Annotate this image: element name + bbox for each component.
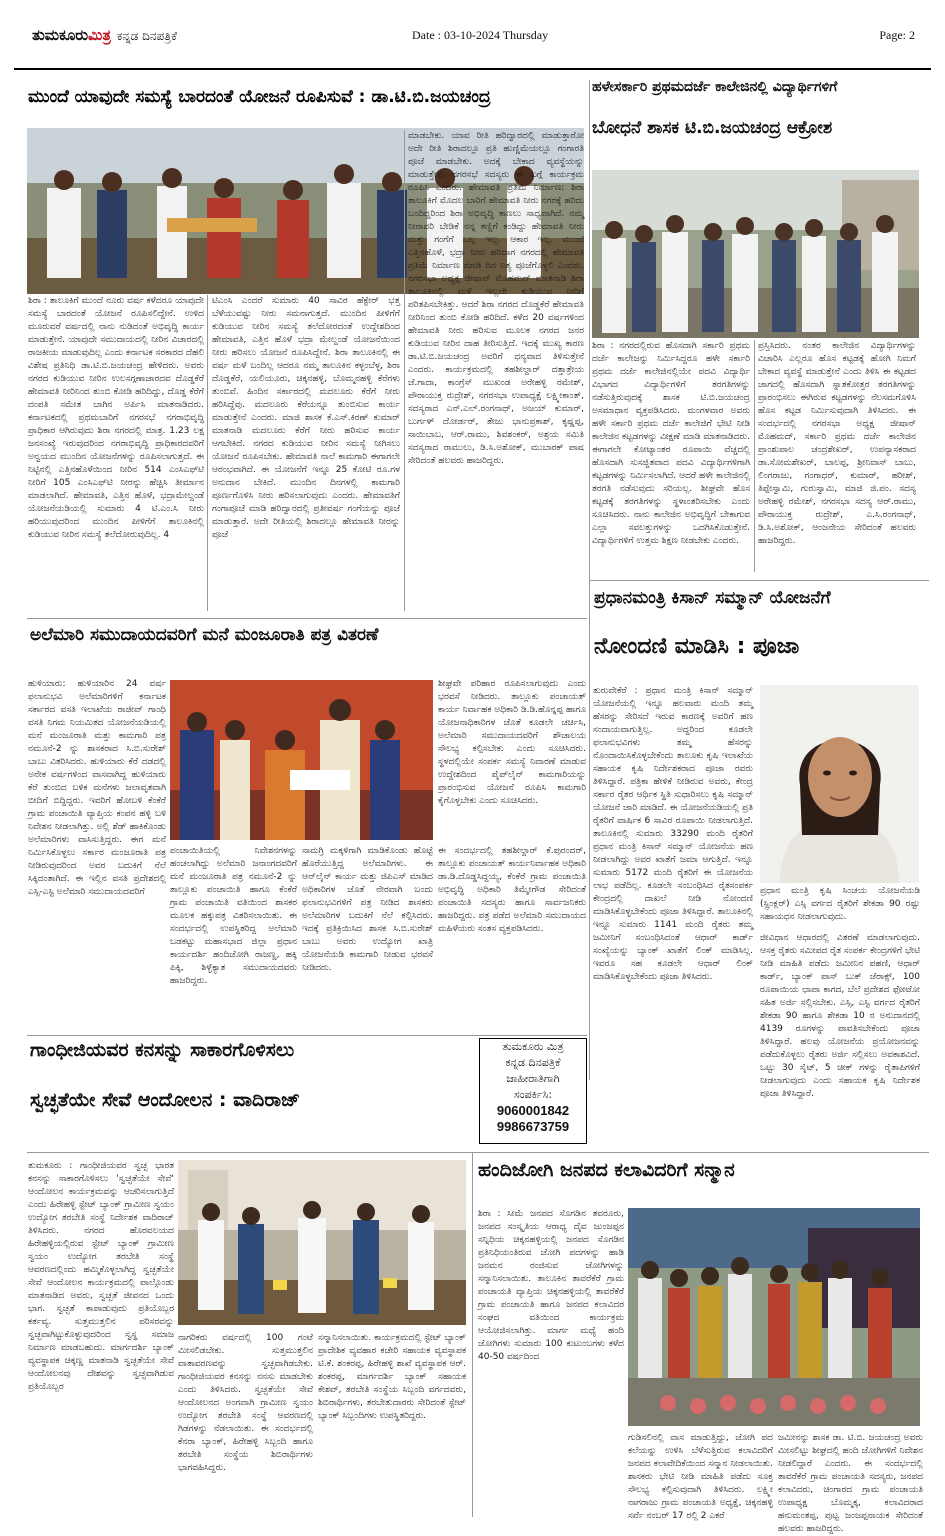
story4-headline-line2: ನೋಂದಣಿ ಮಾಡಿಸಿ : ಪೂಜಾ xyxy=(594,634,800,659)
ad-line4: ಸಂಪರ್ಕಿಸಿ: xyxy=(513,1088,553,1101)
ad-phone2: 9986673759 xyxy=(496,1119,570,1134)
brand-logo xyxy=(32,26,177,44)
story6-col1: ಶಿರಾ : ಸೀಮೆ ಜನಪದ ಸೊಗಡಿನ ತವರೂರು, ಜನಪದ ಸಂಸ್ಕೃತಿಯ ಆರಾಧ್ಯ ದೈವ ಜುಂಜಪ್ಪನ ಸನ್ನಿಧಿಯ ಚಿಕ್ಕನಹಳ್ಳಿಯಲ್ಲಿ ಜನಪದ ಸೊಗಡಿನ ಪ್ರತಿನಿಧಿಯಂತಿರುವ ಜೋಗಿ ಪದಗಳನ್ನು ಹಾಡಿ ಜನಮನ ರಂಜಿಸುವ ಜೋಗಿಗಳನ್ನು ಸನ್ಮಾನಿಸಲಾಯಿತು. ತಾಲೂಕಿನ ತಾವರೆಕೆರೆ ಗ್ರಾಮ ಪಂಚಾಯತಿ ವ್ಯಾಪ್ತಿಯ ಚಿಕ್ಕನಹಳ್ಳಿಯಲ್ಲಿ ತಾವರೆಕೆರೆ ಗ್ರಾಮ ಪಂಚಾಯತಿ ಹಾಗೂ ಜನಪದ ಕಲಾವಿದರ ಸಂಘದ ವತಿಯಿಂದ ಕಾರ್ಯಕ್ರಮ ಆಯೋಜಿಸಲಾಗಿತ್ತು. ಮಾರ್ಗ ಮಧ್ಯೆ ಹಂದಿ ಜೋಗಿಗಳು ಸುಮಾರು 100 ಕುಟುಂಬಗಳು ಕಳೆದ 40-50 ವರ್ಷದಿಂದ xyxy=(478,1209,624,1362)
issue-date: Date : 03-10-2024 Thursday xyxy=(412,28,549,42)
story4-caption: ಪ್ರಧಾನ ಮಂತ್ರಿ ಕೃಷಿ ಸಿಂಚಯ ಯೋಜನೆಯಡಿ (ಸ್ಪ್ರಿಂಕ್ಲರ್) ಎಸ್ಸಿ ವರ್ಗದ ರೈತರಿಗೆ ಶೇಕಡಾ 90 ರಷ್ಟು ಸಹಾಯಧನ ನೀಡಲಾಗುವುದು. xyxy=(760,886,920,922)
story1-headline: ಮುಂದೆ ಯಾವುದೇ ಸಮಸ್ಯೆ ಬಾರದಂತೆ ಯೋಜನೆ ರೂಪಿಸುವೆ : ಡಾ.ಟಿ.ಬಿ.ಜಯಚಂದ್ರ xyxy=(28,87,491,107)
story5-col3: ಸನ್ಮಾನಿಸಲಾಯಿತು. ಕಾರ್ಯಕ್ರಮದಲ್ಲಿ ಸ್ಟೇಟ್ ಬ್ಯಾಂಕ್ ಪ್ರಾದೇಶಿಕ ವ್ಯವಹಾರ ಕಚೇರಿ ಸಹಾಯಕ ವ್ಯವಸ್ಥಾಪಕ ಟಿ.ಕೆ. ಶಂಕರಪ್ಪ, ಹಿರೇಹಳ್ಳಿ ಶಾಖೆ ವ್ಯವಸ್ಥಾಪಕ ಆರ್. ಶಂಕರಪ್ಪ, ಮಾರ್ಗದರ್ಶಿ ಬ್ಯಾಂಕ್ ಸಹಾಯಕ ಕೇಶವ್, ತರಬೇತಿ ಸಂಸ್ಥೆಯ ಸಿಬ್ಬಂದಿ ವರ್ಗದವರು, ಶಿಬಿರಾರ್ಥಿಗಳು, ತರಬೇತುದಾರರು ಸೇರಿದಂತೆ ಸ್ಟೇಟ್ ಬ್ಯಾಂಕ್ ಸಿಬ್ಬಂದಿಗಳು ಉಪಸ್ಥಿತರಿದ್ದರು. xyxy=(318,1333,466,1421)
story2-photo xyxy=(592,170,919,338)
story3-col2: ಶೀಘ್ರವೇ ಪರಿಹಾರ ರೂಪಿಸಲಾಗುವುದು ಎಂದು ಭರವಸೆ ನೀಡಿದರು. ತಾಲ್ಲೂಕು ಪಂಚಾಯತ್ ಕಾರ್ಯ ನಿರ್ವಾಹಕ ಅಧಿಕಾರಿ ಡಿ.ಡಿ.ಹೊನ್ನಪ್ಪ ಹಾಗೂ ಯೋಜನಾಧಿಕಾರಿಗಳ ಜೊತೆ ಕೂಡಲೇ ಚರ್ಚಿಸಿ, ಅಲೆಮಾರಿ ಸಮುದಾಯದವರಿಗೆ ಶೌಚಾಲಯ ಸೌಲಭ್ಯ ಕಲ್ಪಿಸಬೇಕು ಎಂದು ಸೂಚಿಸಿದರು. ಸ್ಥಳದಲ್ಲಿಯೇ ಸಂಪರ್ಕ ಸಮಸ್ಯೆ ನಿವಾರಣೆ ಮಾಡುವ ಉದ್ದೇಶದಿಂದ ಪೈಪ್‌ಲೈನ್ ಕಾಮಗಾರಿಯನ್ನು ಪ್ರಾರಂಭಿಸುವ ಯೋಜನೆ ರೂಪಿಸಿ ಕಾಮಗಾರಿ ಕೈಗೊಳ್ಳಬೇಕು ಎಂದು ಸೂಚಿಸಿದರು. xyxy=(438,679,586,806)
brand-accent: ಮಿತ್ರ xyxy=(88,26,111,44)
story3-col3: ಪಂಚಾಯಿತಿಯಲ್ಲಿ ನಿವೇಶನಗಳನ್ನು ಹಂಚಲಾಗಿದ್ದು ಅಲೆಮಾರಿ ಜನಾಂಗದವರಿಗೆ ಮನೆ ಮಂಜೂರಾತಿ ಪತ್ರ ನಮೂನೆ-2 ನ್ನು ತಾಲ್ಲೂಕು ಪಂಚಾಯಿತಿ ಹಾಗೂ ಕೆಂಕೆರೆ ಗ್ರಾಮ ಪಂಚಾಯಿತಿ ವತಿಯಿಂದ ಶಾಸಕರ ಮೂಲಕ ಹಕ್ಕುಪತ್ರ ವಿತರಿಸಲಾಯಿತು. ಈ ಸಂದರ್ಭದಲ್ಲಿ ಉಪಸ್ಥಿತರಿದ್ದ ಅಲೆಮಾರಿ ಬಡಕಟ್ಟು ಮಹಾಸಭಾದ ಜಿಲ್ಲಾ ಪ್ರಧಾನ ಕಾರ್ಯದರ್ಶಿ ಹಂದಿಜೋಗಿ ರಾಜಣ್ಣ, ಹಕ್ಕಿ ಪಿಕ್ಕಿ, ಶಿಳ್ಳೆಕ್ಯಾತ ಸಮುದಾಯದವರು ಹಾಜರಿದ್ದರು. xyxy=(170,846,297,986)
story5-headline-line1: ಗಾಂಧೀಜಿಯವರ ಕನಸನ್ನು ಸಾಕಾರಗೊಳಿಸಲು xyxy=(30,1039,295,1061)
story3-photo xyxy=(170,680,433,840)
story5-col1: ತುಮಕೂರು : ಗಾಂಧೀಜಿಯವರ ಸ್ವಚ್ಛ ಭಾರತ ಕನಸನ್ನು ಸಾಕಾರಗೊಳಿಸಲು 'ಸ್ವಚ್ಛತೆಯೇ ಸೇವೆ' ಆಂದೋಲನ ಕಾರ್ಯಕ್ರಮವನ್ನು ಆಚರಿಸಲಾಗುತ್ತಿದೆ ಎಂದು ಹಿರೇಹಳ್ಳಿ ಸ್ಟೇಟ್ ಬ್ಯಾಂಕ್ ಗ್ರಾಮೀಣ ಸ್ವಯಂ ಉದ್ಯೋಗ ತರಬೇತಿ ಸಂಸ್ಥೆ ನಿರ್ದೇಶಕ ವಾದಿರಾಜ್ ತಿಳಿಸಿದರು. ನಗರದ ಹೊರವಲಯದ ಹಿರೇಹಳ್ಳಿಯಲ್ಲಿರುವ ಸ್ಟೇಟ್ ಬ್ಯಾಂಕ್ ಗ್ರಾಮೀಣ ಸ್ವಯಂ ಉದ್ಯೋಗ ತರಬೇತಿ ಸಂಸ್ಥೆ ಆವರಣದಲ್ಲಿಂದು ಹಮ್ಮಿಕೊಳ್ಳಲಾಗಿದ್ದ ಸ್ವಚ್ಛತೆಯೇ ಸೇವೆ ಆಂದೋಲನ ಕಾರ್ಯಕ್ರಮದಲ್ಲಿ ಪಾಲ್ಗೊಂಡು ಮಾತನಾಡಿದ ಅವರು, ಸ್ವಚ್ಛತೆ ಜೀವನದ ಒಂದು ಭಾಗ. ಸ್ವಚ್ಛತೆ ಕಾಪಾಡುವುದು ಪ್ರತಿಯೊಬ್ಬರ ಕರ್ತವ್ಯ. ಸುತ್ತಮುತ್ತಲಿನ ಪರಿಸರವನ್ನು ಸ್ವಚ್ಛವಾಗಿಟ್ಟುಕೊಳ್ಳುವುದರಿಂದ ಸ್ವಸ್ಥ ಸಮಾಜ ನಿರ್ಮಾಣ ಮಾಡಬಹುದು. ಮಾರ್ಗದರ್ಶಿ ಬ್ಯಾಂಕ್ ವ್ಯವಸ್ಥಾಪಕ ಚಿಕ್ಕಣ್ಣ ಮಾತನಾಡಿ ಸ್ವಚ್ಛತೆಯೇ ಸೇವೆ ಆಂದೋಲನವು ದೇಶವನ್ನು ಸ್ವಚ್ಛವಾಗಿಡುವ ಪ್ರತಿಯೊಬ್ಬರ xyxy=(28,1161,174,1392)
brand-main: ತುಮಕೂರು xyxy=(32,26,89,44)
story4-headline-line1: ಪ್ರಧಾನಮಂತ್ರಿ ಕಿಸಾನ್ ಸಮ್ಮಾನ್ ಯೋಜನೆಗೆ xyxy=(594,588,831,608)
story6-headline: ಹಂದಿಜೋಗಿ ಜನಪದ ಕಲಾವಿದರಿಗೆ ಸನ್ಮಾನ xyxy=(478,1159,735,1181)
ad-line1: ತುಮಕೂರು ಮಿತ್ರ xyxy=(502,1040,564,1053)
story2-headline-line1: ಹಳೇಸರ್ಕಾರಿ ಪ್ರಥಮದರ್ಜೆ ಕಾಲೇಜಿನಲ್ಲಿ ವಿದ್ಯಾರ್ಥಿಗಳಿಗೆ xyxy=(592,79,838,95)
story2-headline-line2: ಬೋಧನೆ ಶಾಸಕ ಟಿ.ಬಿ.ಜಯಚಂದ್ರ ಆಕ್ರೋಶ xyxy=(592,118,833,138)
ad-line3: ಜಾಹೀರಾತಿಗಾಗಿ xyxy=(506,1072,560,1085)
story3-col5: ಈ ಸಂದರ್ಭದಲ್ಲಿ ತಹಶೀಲ್ದಾರ್ ಕೆ.ಪುರಂದರ್, ತಾಲ್ಲೂಕು ಪಂಚಾಯತ್ ಕಾರ್ಯನಿರ್ವಾಹಕ ಅಧಿಕಾರಿ ಡಾ.ಡಿ.ದೊಡ್ಡಸಿದ್ದಯ್ಯ, ಕೆಂಕೆರೆ ಗ್ರಾಮ ಪಂಚಾಯಿತಿ ಅಭಿವೃದ್ಧಿ ಅಧಿಕಾರಿ ತಿಮ್ಮೇಗೌಡ ಸೇರಿದಂತೆ ಪಂಚಾಯಿತಿ ಸದಸ್ಯರು ಹಾಗೂ ಸಾರ್ವಜನಿಕರು ಹಾಜರಿದ್ದರು. ಪತ್ರ ಪಡೆದ ಅಲೆಮಾರಿ ಸಮುದಾಯದ ಮಹಿಳೆಯರು ಸಂತಸ ವ್ಯಕ್ತಪಡಿಸಿದರು. xyxy=(438,846,586,934)
story3-headline: ಅಲೆಮಾರಿ ಸಮುದಾಯದವರಿಗೆ ಮನೆ ಮಂಜೂರಾತಿ ಪತ್ರ ವಿತರಣೆ xyxy=(30,625,379,645)
story1-col1: ಶಿರಾ : ತಾಲೂಕಿಗೆ ಮುಂದೆ ನೂರು ವರ್ಷ ಕಳೆದರೂ ಯಾವುದೇ ಸಮಸ್ಯೆ ಬಾರದಂತೆ ಯೋಜನೆ ರೂಪಿಸಲಿದ್ದೇನೆ. ಉಳಿದ ಮೂರುವರೆ ವರ್ಷದಲ್ಲಿ ನಾನು ನುಡಿದಂತೆ ಅಭಿವೃದ್ಧಿ ಕಾರ್ಯ ಮಾಡುತ್ತೇನೆ. ಯಾವುದೇ ಸಮುದಾಯದಲ್ಲಿ ನೀರಿನ ವಿಚಾರದಲ್ಲಿ ರಾಜಕೀಯ ಮಾಡುವುದಿಲ್ಲ ಎಂದು ಕರ್ನಾಟಕ ಸರಕಾರದ ದೆಹಲಿ ವಿಶೇಷ ಪ್ರತಿನಿಧಿ ಡಾ.ಟಿ.ಬಿ.ಜಯಚಂದ್ರ ಹೇಳಿದರು. ಅವರು ನಗರದ ಕುಡಿಯುವ ನೀರಿನ ಉಲಸಗ್ಗಣಾಜಾರದವ ದೊಡ್ಡಕೆರೆ ಹೇಮಾವತಿ ನೀರಿನಿಂದ ತುಂಬಿ ಕೋಡಿ ಹರಿದಿದ್ದು, ದೊಡ್ಡ ಕೆರೆಗೆ ದಂಪತಿ ಸಮೇತ ಬಾಗಿನ ಅರ್ಪಿಸಿ ಮಾತನಾಡಿದರು. ಕರ್ನಾಟಕದಲ್ಲಿ ಪ್ರಥಮಬಾರಿಗೆ ನಗರಸಭೆ ನಗರಾಭಿವೃದ್ಧಿ ಪ್ರಾಧಿಕಾರ ಆಗಿರುವುದು ಶಿರಾ ನಗರದಲ್ಲಿ ಮಾತ್ರ. 1.23 ಲಕ್ಷ ಜನಸಂಖ್ಯೆ ಇರುವುದರಿಂದ ನಗರಾಭಿವೃದ್ಧಿ ಪ್ರಾಧಿಕಾರದವರಿಗೆ ಅನ್ವಯದ ಮುಂದಿನ ಯೋಜನೆಗಳನ್ನು ರೂಪಿಸಲಾಗುತ್ತದೆ. ಈ ನಿಟ್ಟಿನಲ್ಲಿ ಎತ್ತಿನಹೊಳೆಯಿಂದ ನೀರಿನ 514 ಎಂಸಿಎಫ್‌ಟಿ ನೀರಿಗೆ 105 ಎಂಸಿಎಫ್‌ಟಿ ನೀರನ್ನು ಹೆಚ್ಚಿಸಿ ತೀರ್ಮಾನ ಮಾಡಲಾಗಿದೆ. ಹೇಮಾವತಿ, ಎತ್ತಿನ ಹೊಳೆ, ಭದ್ರಾಮೇಲ್ದಂಡೆ ಯೋಜನೆಯಡಿಯಲ್ಲಿ ಸುಮಾರು 4 ಟಿ.ಎಂ.ಸಿ ನೀರು ಹರಿಯುವುದರಿಂದ ಮುಂದಿನ ಪೀಳಿಗೆಗೆ ತಾಲೂಕಿನಲ್ಲಿ ಕುಡಿಯುವ ನೀರಿನ ಸಮಸ್ಯೆ ತಲೆದೋರುವುದಿಲ್ಲ. 4 xyxy=(28,296,204,540)
story2-col2: ಪ್ರಸ್ತಿಸಿದರು. ನಂತರ ಕಾಲೇಜಿನ ವಿದ್ಯಾರ್ಥಿಗಳನ್ನು ವಿಚಾರಿಸಿ ಎಲ್ಲರೂ ಹೊಸ ಕಟ್ಟಡಕ್ಕೆ ಹೋಗಿ ನಿಮಗೆ ಬೇಕಾದ ವ್ಯವಸ್ಥೆ ಮಾಡುತ್ತೇನೆ ಎಂದು ತಿಳಿಸಿ ಈ ಕಟ್ಟಡದ ಜಾಗದಲ್ಲಿ ಹೊಸದಾಗಿ ಸ್ನಾತಕೋತ್ತರ ತರಗತಿಗಳನ್ನು ಪ್ರಾರಂಭಿಸಲು ಈಗಿರುವ ಕಟ್ಟಡಗಳನ್ನು ನೆಲಸಮಗೊಳಿಸಿ ಹೊಸ ಕಟ್ಟಡ ನಿರ್ಮಿಸುವುದಾಗಿ ತಿಳಿಸಿದರು. ಈ ಸಂದರ್ಭದಲ್ಲಿ ನಗರಸಭಾ ಅಧ್ಯಕ್ಷ ಜೀಷಾನ್ ಮೊಹಮದ್, ಸರ್ಕಾರಿ ಪ್ರಥಮ ದರ್ಜೆ ಕಾಲೇಜಿನ ಪ್ರಾಂಶುಪಾಲ ಚಂದ್ರಶೇಖರ್, ಉಪನ್ಯಾಸಕರಾದ ಡಾ.ಸೋಮಶೇಖರ್, ಬಾಲಪ್ಪ, ಶ್ರೀನಿವಾಸ್ ಬಾಬು, ಲಿಂಗರಾಜು, ಗಂಗಾಧರ್, ಕುಮಾರ್, ಹರೀಶ್, ತಿಪ್ಪೇಸ್ವಾಮಿ, ಗುರುಸ್ವಾಮಿ, ಮಾಜಿ ಜಿ.ಪಂ. ಸದಸ್ಯ ಅರೇಹಳ್ಳಿ ರಮೇಶ್, ನಗರಸಭಾ ಸದಸ್ಯ ಆರ್.ರಾಮು, ಪೌರಾಯುಕ್ತ ರುದ್ರೇಶ್, ಎ.ಸಿ.ರಂಗನಾಥ್, ಡಿ.ಸಿ.ಅಶೋಕ್, ಆಂಜನೇಯ ಸೇರಿದಂತೆ ಹಲವರು ಹಾಜರಿದ್ದರು. xyxy=(758,341,916,546)
advertisement-box xyxy=(479,1038,587,1144)
story4-portrait xyxy=(760,685,919,883)
story3-col4: ಸಾಮಗ್ರಿ ಮಕ್ಕಳಿಗಾಗಿ ಮಾಡಿಕೊಂಡು ಹೊಟ್ಟೆ ಹೊರೆಯುತ್ತಿದ್ದ ಅಲೆಮಾರಿಗಳು. ಈ ಆನ್‌ಲೈನ್ ಕಾರ್ಯ ಮತ್ತು ಜಿಪಿಎಸ್ ಮಾಡಿದ ಅಧಿಕಾರಿಗಳ ಜೊತೆ ನೇರವಾಗಿ ಬಂದು ಫಲಾನುಭವಿಗಳಿಗೆ ಪತ್ರ ನೀಡಿದ ಶಾಸಕರು ಅಲೆಮಾರಿಗಳ ಬದುಕಿಗೆ ನೆಲೆ ಕಲ್ಪಿಸಿದರು. ಇದಕ್ಕೆ ಪ್ರತಿಕ್ರಿಯಿಸಿದ ಶಾಸಕ ಸಿ.ಬಿ.ಸುರೇಶ್ ಬಾಬು ಅವರು ಉದ್ಯೋಗ ಖಾತ್ರಿ ಯೋಜನೆಯಡಿ ಕಾಮಗಾರಿ ನೀಡುವ ಭರವಸೆ ನೀಡಿದರು. xyxy=(302,846,433,973)
story6-col3: ಜಮೀನನ್ನು ಶಾಸಕ ಡಾ. ಟಿ.ಬಿ. ಜಯಚಂದ್ರ ಅವರು ಮೀಸಲಿಟ್ಟು ಶೀಘ್ರದಲ್ಲಿ ಹಂದಿ ಜೋಗಿಗಳಿಗೆ ನಿವೇಶನ ನೀಡಲಿದ್ದಾರೆ ಎಂದರು. ಈ ಸಂದರ್ಭದಲ್ಲಿ ತಾವರೆಕೆರೆ ಗ್ರಾಮ ಪಂಚಾಯತಿ ಸದಸ್ಯರು, ಜನಪದ ಕಲಾವಿದರು, ಚಿಂಗಾರದ ಗ್ರಾಮ ಪಂಚಾಯತಿ ಉಪಾಧ್ಯಕ್ಷ ಬೊಮ್ಮಕ್ಕ, ಕಲಾವಿದರಾದ ಹನುಮಂತಪ್ಪ, ಪುಟ್ಟ ಜಂಜಪ್ಪನಾಯಕ ಸೇರಿದಂತೆ ಹಲವರು ಹಾಜರಿದ್ದರು. xyxy=(778,1433,923,1534)
story6-photo xyxy=(628,1208,920,1426)
story4-col2: ಜೀವಿಧಾನ ಆಧಾರದಲ್ಲಿ ವಿತರಣೆ ಮಾಡಲಾಗುವುದು. ಆಸಕ್ತ ರೈತರು ಸಮೀಪದ ರೈತ ಸಂಪರ್ಕ ಕೇಂದ್ರಗಳಿಗೆ ಭೇಟಿ ನೀಡಿ ಮಾಹಿತಿ ಪಡೆದು ಜಮೀನಿನ ಪಹಣಿ, ಆಧಾರ್ ಕಾರ್ಡ್, ಬ್ಯಾಂಕ್ ಪಾಸ್ ಬುಕ್ ಜೆರಾಕ್ಸ್, 100 ರೂಪಾಯಿಯ ಛಾಪಾ ಕಾಗದ, ಬೆಲೆ ಪ್ರದೇಶದ ಫೋಟೋ ಸಹಿತ ಅರ್ಜಿ ಸಲ್ಲಿಸಬೇಕು. ಎಸ್ಸಿ, ಎಸ್ಟಿ ವರ್ಗದ ರೈತರಿಗೆ ಶೇಕಡಾ 90 ಹಾಗೂ ಶೇಕಡಾ 10 ರ ಅನುದಾನದಲ್ಲಿ 4139 ರೂಗಳನ್ನು ಪಾವತಿಸಬೇಕೆಂದು ಪೂಜಾ ತಿಳಿಸಿದ್ದಾರೆ. ಹಲವು ಯೋಜನೆಯ ಪ್ರಯೋಜನವನ್ನು ಪಡೆದುಕೊಳ್ಳಲು ರೈತರು ಅರ್ಜಿ ಸಲ್ಲಿಸಲು ಅವಕಾಶವಿದೆ. ಒಟ್ಟು 30 ಸೈಟ್, 5 ಚೀಕ್ ಗಳನ್ನು ರೈತಾಪಿಗಳಿಗೆ ನೀಡಲಾಗುವುದು ಎಂದು ಸಹಾಯಕ ಕೃಷಿ ನಿರ್ದೇಶಕ ಪೂಜಾ ತಿಳಿಸಿದ್ದಾರೆ. xyxy=(760,933,920,1099)
story1-col2: ಟಿಎಂಸಿ ಎಂದರೆ ಸುಮಾರು 40 ಸಾವಿರ ಹೆಕ್ಟೇರ್ ಭತ್ತ ಬೆಳೆಯುವಷ್ಟು ನೀರು ಸಮನಾಗುತ್ತದೆ. ಮುಂದಿನ ಪೀಳಿಗೆಗೆ ಕುಡಿಯುವ ನೀರಿನ ಸಮಸ್ಯೆ ತಲೆದೋರದಂತೆ ಉದ್ದೇಶದಿಂದ ಹೇಮಾವತಿ, ಎತ್ತಿನ ಹೊಳೆ ಭದ್ರಾ ಮೇಲ್ದಂಡೆ ಯೋಜನೆಯಿಂದ ನೀರು ಹರಿಸಲು ಯೋಜನೆ ರೂಪಿಸಿದ್ದೇನೆ. ಶಿರಾ ತಾಲೂಕಿನಲ್ಲಿ ಈ ವರ್ಷ ಮಳೆ ಬಂದಿಲ್ಲ ಆದರೂ ನಮ್ಮ ತಾಲೂಕಿನ ಕಳ್ಳಂಬೆಳ್ಳ, ಶಿರಾ ದೊಡ್ಡಕೆರೆ, ಯಲಿಯೂರು, ಚಿಕ್ಕನಹಳ್ಳಿ, ಬೊಮ್ಮನಹಳ್ಳಿ ಕೆರೆಗಳು ತುಂಬಿವೆ. ಹಿಂದಿನ ಸರ್ಕಾರದಲ್ಲಿ ಮದಲೂರು ಕೆರೆಗೆ ನೀರು ಹರಿಸಿದ್ದೆವು. ಮದಲೂರು ಕೆರೆಯನ್ನೂ ತುಂಬಿಸುವ ಕಾರ್ಯ ಮಾಡುತ್ತೇನೆ ಎಂದರು. ಮಾಜಿ ಶಾಸಕ ಕೆ.ಎಸ್.ಕಿರಣ್ ಕುಮಾರ್ ಮಾತನಾಡಿ ಮದಲೂರು ಕೆರೆಗೆ ನೀರು ಹರಿಸುವ ಕಾರ್ಯ ಆಗಬೇಕಿದೆ. ನಗರದ ಕುಡಿಯುವ ನೀರಿನ ಸಮಸ್ಯೆ ನೀಗಿಸಲು ಯೋಜನೆ ರೂಪಿಸಬೇಕು. ಹೇಮಾವತಿ ನಾಲೆ ಕಾಮಗಾರಿ ಈಗಾಗಲೇ ಆರಂಭವಾಗಿದೆ. ಈ ಯೋಜನೆಗೆ ಇನ್ನೂ 25 ಕೋಟಿ ರೂ.ಗಳ ಅನುದಾನ ಬೇಕಿದೆ. ಮುಂದಿನ ದಿನಗಳಲ್ಲಿ ಕಾಮಗಾರಿ ಪೂರ್ಣಗೊಳಿಸಿ ನೀರು ಹರಿಸಲಾಗುವುದು ಎಂದರು. ಹೇಮಾವತಿಗೆ ಗಂಗಾಪೂಜೆ ಮಾಡಿ ಹರಿದ್ವಾರದಲ್ಲಿ ಪ್ರತೀವರ್ಷ ಗಂಗೆಯನ್ನು ಪೂಜೆ ಮಾಡುತ್ತಾರೆ. ಅದೇ ರೀತಿಯಲ್ಲಿ ಶಿರಾದಲ್ಲೂ ಹೇಮಾವತಿ ನೀರನ್ನು ಪೂಜೆ xyxy=(212,296,400,540)
page-number: Page: 2 xyxy=(879,28,915,42)
story3-col1: ಹುಳಿಯಾರು: ಹುಳಿಯಾರಿನ 24 ವರ್ಷ ಫಲಾನುಭವಿ ಅಲೆಮಾರಿಗಳಿಗೆ ಕರ್ನಾಟಕ ಸರ್ಕಾರದ ವಸತಿ ಇಲಾಖೆಯ ರಾಜೀವ್ ಗಾಂಧಿ ವಸತಿ ನಿಗಮ ನಿಯಮಿತದ ಯೋಜನೆಯಡಿಯಲ್ಲಿ ಮನೆ ಮಂಜೂರಾತಿ ಮತ್ತು ಕಾಮಗಾರಿ ಪತ್ರ ನಮೂನೆ-2 ನ್ನು ಶಾಸಕರಾದ ಸಿ.ಬಿ.ಸುರೇಶ್ ಬಾಬು ವಿತರಿಸಿದರು. ಹುಳಿಯಾರು ಕೆರೆ ದಡದಲ್ಲಿ ಅನೇಕ ವರ್ಷಗಳಿಂದ ವಾಸವಾಗಿದ್ದ ಹುಳಿಯಾರು ಕೆರೆ ತುಂಬಿದ ಬಳಿಕ ಮನೆಗಳು ಜಲಾವೃತವಾಗಿ ಬೀದಿಗೆ ಬಿದ್ದಿದ್ದರು. ಇವರಿಗೆ ಹೋಬಳಿ ಕೆಂಕೆರೆ ಗ್ರಾಮ ಪಂಚಾಯಿತಿ ವ್ಯಾಪ್ತಿಯ ಕಂಪನ ಹಳ್ಳಿ ಬಳಿ ನಿವೇಶನ ನೀಡಲಾಗಿತ್ತು. ಅಲ್ಲಿ ಶೆಡ್ ಹಾಕಿಕೊಂಡು ಅಲೆಮಾರಿಗಳು ವಾಸಿಸುತ್ತಿದ್ದರು. ಈಗ ಮನೆ ನಿರ್ಮಿಸಿಕೊಳ್ಳಲು ಸರ್ಕಾರ ಮಂಜೂರಾತಿ ಪತ್ರ ನೀಡಿರುವುದರಿಂದ ಅವರ ಬದುಕಿಗೆ ನೆಲೆ ಸಿಕ್ಕಿದಂತಾಗಿದೆ. ಈ ಇಲ್ಲಿನ ವಸತಿ ಪ್ರದೇಶದಲ್ಲಿ ಎಸ್ಸಿ-ಎಸ್ಟಿ ಅಲೆಮಾರಿ ಸಮುದಾಯದವರಿಗೆ xyxy=(28,679,166,897)
story5-photo xyxy=(178,1160,466,1325)
story5-col2: ನಾಗರಿಕರು ವರ್ಷದಲ್ಲಿ 100 ಗಂಟೆ ಮೀಸಲಿಡಬೇಕು. ಸುತ್ತಮುತ್ತಲಿನ ವಾತಾವರಣವನ್ನು ಸ್ವಚ್ಛವಾಗಿಡಬೇಕು. ಗಾಂಧೀಜಿಯವರ ಕನಸನ್ನು ನನಸು ಮಾಡಬೇಕು ಎಂದು ತಿಳಿಸಿದರು. ಸ್ವಚ್ಛತೆಯೇ ಸೇವೆ ಆಂದೋಲನದ ಅಂಗವಾಗಿ ಗ್ರಾಮೀಣ ಸ್ವಯಂ ಉದ್ಯೋಗ ತರಬೇತಿ ಸಂಸ್ಥೆ ಆವರಣದಲ್ಲಿ ಗಿಡಗಳನ್ನು ನೆಡಲಾಯಿತು. ಈ ಸಂದರ್ಭದಲ್ಲಿ ಕೆನರಾ ಬ್ಯಾಂಕ್, ಹಿರೇಹಳ್ಳಿ ಸಿಬ್ಬಂದಿ ಹಾಗೂ ತರಬೇತಿ ಸಂಸ್ಥೆಯ ಶಿಬಿರಾರ್ಥಿಗಳು ಭಾಗವಹಿಸಿದ್ದರು. xyxy=(178,1333,313,1473)
story6-col2: ಗುಡಿಸಲಿನಲ್ಲಿ ವಾಸ ಮಾಡುತ್ತಿದ್ದು, ಜೋಗಿ ಪದ ಕಲೆಯನ್ನು ಉಳಿಸಿ ಬೆಳೆಸುತ್ತಿರುವ ಕಲಾವಿದರಿಗೆ ಜನಪದ ಕಲಾವೇದಿಕೆಯಿಂದ ಸನ್ಮಾನ ನೀಡಲಾಯಿತು. ಶಾಸಕರು ಭೇಟಿ ನೀಡಿ ಮಾಹಿತಿ ಪಡೆದು ಸೂಕ್ತ ಸೌಲಭ್ಯ ಕಲ್ಪಿಸುವುದಾಗಿ ತಿಳಿಸಿದರು. ಲಕ್ಷ್ಮೀ ನಾಗರಾಜು ಗ್ರಾಮ ಪಂಚಾಯತಿ ಅಧ್ಯಕ್ಷೆ, ಚಿಕ್ಕನಹಳ್ಳಿ ಸರ್ವೆ ನಂಬರ್ 17 ರಲ್ಲಿ 2 ಎಕರೆ xyxy=(628,1433,773,1521)
ad-phone1: 9060001842 xyxy=(496,1103,570,1118)
ad-line2: ಕನ್ನಡ ದಿನಪತ್ರಿಕೆ xyxy=(505,1056,561,1069)
story2-col1: ಶಿರಾ : ನಗರದಲ್ಲಿರುವ ಹೊಸದಾಗಿ ಸರ್ಕಾರಿ ಪ್ರಥಮ ದರ್ಜೆ ಕಾಲೇಜನ್ನು ನಿರ್ಮಿಸಿದ್ದರೂ ಹಳೇ ಸರ್ಕಾರಿ ಪ್ರಥಮ ದರ್ಜೆ ಕಾಲೇಜಿನಲ್ಲಿಯೇ ಪದವಿ ವಿದ್ಯಾರ್ಥಿ ವಿಭಾಗದ ವಿದ್ಯಾರ್ಥಿಗಳಿಗೆ ತರಗತಿಗಳನ್ನು ನಡೆಸುತ್ತಿರುವುದಕ್ಕೆ ಶಾಸಕ ಟಿ.ಬಿ.ಜಯಚಂದ್ರ ಅಸಮಾಧಾನ ವ್ಯಕ್ತಪಡಿಸಿದರು. ಮಂಗಳವಾರ ಅವರು ಹಳೇ ಸರ್ಕಾರಿ ಪ್ರಥಮ ದರ್ಜೆ ಕಾಲೇಜಿಗೆ ಭೇಟಿ ನೀಡಿ ಕಾಲೇಜಿನ ಕಟ್ಟಡಗಳನ್ನು ವೀಕ್ಷಣೆ ಮಾಡಿ ಮಾತನಾಡಿದರು. ಈಗಾಗಲೇ ಕೋಟ್ಯಾಂತರ ರೂಪಾಯಿ ವೆಚ್ಚದಲ್ಲಿ ಹೊಸದಾಗಿ ಸುಸಜ್ಜಿತವಾದ ಪದವಿ ವಿದ್ಯಾರ್ಥಿಗಳಿಗಾಗಿ ಕಟ್ಟಡಗಳನ್ನು ನಿರ್ಮಿಸಲಾಗಿದೆ. ಆದರೆ ಹಳೇ ಕಾಲೇಜಿನಲ್ಲಿ ತರಗತಿ ನಡೆಸುವುದು ಸರಿಯಲ್ಲ. ಶೀಘ್ರವೇ ಹೊಸ ಕಟ್ಟಡಕ್ಕೆ ತರಗತಿಗಳನ್ನು ಸ್ಥಳಾಂತರಿಸಬೇಕು ಎಂದು ಸೂಚಿಸಿದರು. ನಾನು ಕಾಲೇಜಿನ ಅಭಿವೃದ್ಧಿಗೆ ಬೇಕಾಗುವ ಎಲ್ಲಾ ಸವಲತ್ತುಗಳನ್ನು ಒದಗಿಸಿಕೊಡುತ್ತೇನೆ. ವಿದ್ಯಾರ್ಥಿಗಳಿಗೆ ಉತ್ತಮ ಶಿಕ್ಷಣ ನೀಡಬೇಕು ಎಂದರು. xyxy=(592,341,750,546)
brand-sub: ಕನ್ನಡ ದಿನಪತ್ರಿಕೆ xyxy=(116,29,177,43)
story1-col3: ಮಾಡಬೇಕು. ಯಾವ ರೀತಿ ಹರಿದ್ವಾರದಲ್ಲಿ ಮಾಡುತ್ತಾರೋ ಅದೇ ರೀತಿ ಶಿರಾದಲ್ಲೂ ಪ್ರತಿ ಹುಣ್ಣಿಮೆಯಲ್ಲೂ ಗಂಗಾರತಿ ಪೂಜೆ ಮಾಡಬೇಕು. ಅದಕ್ಕೆ ಬೇಕಾದ ವ್ಯವಸ್ಥೆಯನ್ನು ಮಾಡುತ್ತೇನೆ. ನಗರಸಭೆ ಸದಸ್ಯರು ಈ ಬಗ್ಗೆ ಕಾರ್ಯಕ್ರಮ ರೂಪಿಸಿ ಎಂದರು. ಹೇಮಾವತಿ ಪ್ರತಿಮೆ ನಿರ್ಮಾಣ: ಶಿರಾ ತಾಲೂಕಿಗೆ ಮೊದಲ ಬಾರಿಗೆ ಹೇಮಾವತಿ ನೀರು ನಗರಕ್ಕೆ ಹರಿದು ಬಂದಿದ್ದರಿಂದ ಶಿರಾ ಅಭಿವೃದ್ಧಿ ಕಾಣಲು ಸಾಧ್ಯವಾಗಿದೆ. ನಮ್ಮ ನೀರಾವರಿ ಬೇಡಿಕೆ ನನ್ನ ಕಣ್ಣಿಗೆ ಕಂಡಿದ್ದು ಹೇಮಾವತಿ ನೀರು ಮತ್ತು ಗಂಗೆಗೆ ಬಲ್ಲ ಇಲ್ಲ. ಆಕಾರ ಇಲ್ಲ. ಮುಂದೆ ಎತ್ತಿನಹೊಳೆ, ಭದ್ರಾ ನೀರು ಹರಿದಾಗ ನಗರದಲ್ಲಿ ಹೇಮಾವತಿ ಪ್ರತಿಮೆ ನಿರ್ಮಾಣ ಮಾಡಿ ದಿನ ನಿತ್ಯ ಪೂಜೆಗೊಳ್ಳಲಿ ಎಂದರು. ನಗರಸಭಾ ಅಧ್ಯಕ್ಷ ಜೀಷಾನ್ ಮೊಹಮದ್ ಮಾತನಾಡಿ ಶಿರಾ ತಾಲೂಕಿನಲ್ಲಿ ಮಳೆ ಇಲ್ಲದೇ ಕುಡಿಯುವ ನೀರಿಗೆ ಪರಿತಪಿಸಬೇಕಿತ್ತು. ಆದರೆ ಶಿರಾ ನಗರದ ದೊಡ್ಡಕೆರೆ ಹೇಮಾವತಿ ನೀರಿನಿಂದ ತುಂಬಿ ಕೋಡಿ ಹರಿದಿದೆ. ಕಳೆದ 20 ವರ್ಷಗಳಿಂದ ಹೇಮಾವತಿ ನೀರು ಹರಿಸುವ ಮೂಲಕ ನಗರದ ಜನರ ಕುಡಿಯುವ ನೀರಿನ ದಾಹ ತೀರಿಸುತ್ತಿದೆ. ಇದಕ್ಕೆ ಮುಖ್ಯ ಕಾರಣ ಡಾ.ಟಿ.ಬಿ.ಜಯಚಂದ್ರ ಅವರಿಗೆ ಧನ್ಯವಾದ ತಿಳಿಸುತ್ತೇನೆ ಎಂದರು. ಕಾರ್ಯಕ್ರಮದಲ್ಲಿ ತಹಶೀಲ್ದಾರ್ ದತ್ತಾತ್ರೇಯ ಜೆ.ಗಾದಾ, ಕಾಂಗ್ರೆಸ್ ಮುಖಂಡ ಅರೇಹಳ್ಳಿ ರಮೇಶ್, ಪೌರಾಯುಕ್ತ ರುದ್ರೇಶ್, ನಗರಸಭಾ ಉಪಾಧ್ಯಕ್ಷೆ ಲಕ್ಷ್ಮೀಕಾಂತ್, ಸದಸ್ಯರಾದ ಎನ್.ಎಲ್.ರಂಗನಾಥ್, ಅಜಯ್ ಕುಮಾರ್, ಬುರ್ಗಳ್ ದೋರ್ಡರ್, ತೇಜು ಭಾನುಪ್ರಕಾಶ್, ಕೃಷ್ಣಪ್ಪ, ಸಾಯಿಬಾಬ, ಆರ್.ರಾಮು, ಶಿವಶಂಕರ್, ಅಶ್ರಯ ಸಮಿತಿ ಸದಸ್ಯರಾದ ರಾಮುಲು, ಡಿ.ಸಿ.ಅಶೋಕ್, ಮುಬಾರಕ್ ಪಾಷ ಸೇರಿದಂತೆ ಹಲವರು ಹಾಜರಿದ್ದರು. xyxy=(408,131,584,466)
story4-col1: ತುರುವೇಕೆರೆ : ಪ್ರಧಾನ ಮಂತ್ರಿ ಕಿಸಾನ್ ಸಮ್ಮಾನ್ ಯೋಜನೆಯಲ್ಲಿ ಇನ್ನೂ ಹಲವಾರು ಮಂದಿ ತಮ್ಮ ಹೆಸರನ್ನು ಸೇರಿಸದೆ ಇರುವ ಕಾರಣಕ್ಕೆ ಅವರಿಗೆ ಹಣ ಸಂದಾಯವಾಗುತ್ತಿಲ್ಲ. ಅದ್ದರಿಂದ ಕೂಡಲೇ ಫಲಾನುಭವಿಗಳು ತಮ್ಮ ಹೆಸರನ್ನು ನೊಂದಾಯಿಸಿಕೊಳ್ಳಬೇಕೆಂದು ತಾಲೂಕು ಕೃಷಿ ಇಲಾಖೆಯ ಸಹಾಯಕ ಕೃಷಿ ನಿರ್ದೇಶಕರಾದ ಪೂಜಾ ರವರು ತಿಳಿಸಿದ್ದಾರೆ. ಪತ್ರಿಕಾ ಹೇಳಿಕೆ ನೀಡಿರುವ ಅವರು, ಕೇಂದ್ರ ಸರ್ಕಾರ ರೈತರ ಆರ್ಥಿಕ ಸ್ಥಿತಿ ಸುಧಾರಿಸಲು ಕೃಷಿ ಸಮ್ಮಾನ್ ಯೋಜನೆ ಜಾರಿ ಮಾಡಿದೆ. ಈ ಯೋಜನೆಯಡಿಯಲ್ಲಿ ಪ್ರತಿ ರೈತರಿಗೆ ವಾರ್ಷಿಕ 6 ಸಾವಿರ ರೂಪಾಯಿ ನೀಡಲಾಗುತ್ತಿದೆ. ತಾಲೂಕಿನಲ್ಲಿ ಸುಮಾರು 33290 ಮಂದಿ ರೈತರಿಗೆ ಪ್ರಧಾನ ಮಂತ್ರಿ ಕಿಸಾನ್ ಸಮ್ಮಾನ್ ಯೋಜನೆಯ ಹಣ ನೀಡಲಾಗಿದ್ದು ಅವರ ಖಾತೆಗೆ ಜಮಾ ಆಗುತ್ತಿದೆ. ಇನ್ನೂ ಸುಮಾರು 5172 ಮಂದಿ ರೈತರಿಗೆ ಈ ಯೋಜನೆಯ ಲಾಭ ಪಡೆದಿಲ್ಲ. ಕೂಡಲೇ ಸಂಬಂಧಿಸಿದ ರೈತಸಂಪರ್ಕ ಕೇಂದ್ರದಲ್ಲಿ ದಾಖಲೆ ನೀಡಿ ನೋಂದಣಿ ಮಾಡಿಸಿಕೊಳ್ಳಬೇಕೆಂದು ಪೂಜಾ ತಿಳಿಸಿದ್ದಾರೆ. ತಾಲೂಕಿನಲ್ಲಿ ಇನ್ನೂ ಸುಮಾರು 1141 ಮಂದಿ ರೈತರು ತಮ್ಮ ಜಮೀನಿಗೆ ಸಂಬಂಧಿಸಿದಂತೆ ಆಧಾರ್ ಕಾರ್ಡ್ ಸಂಖ್ಯೆಯನ್ನು ಬ್ಯಾಂಕ್ ಖಾತೆಗೆ ಲಿಂಕ್ ಮಾಡಿಸಿಲ್ಲ. ಇವರೂ ಸಹ ಕೂಡಲೇ ಆಧಾರ್ ಲಿಂಕ್ ಮಾಡಿಸಿಕೊಳ್ಳಬೇಕೆಂದು ಪೂಜಾ ತಿಳಿಸಿದರು. xyxy=(593,686,753,982)
story5-headline-line2: ಸ್ವಚ್ಛತೆಯೇ ಸೇವೆ ಆಂದೋಲನ : ವಾದಿರಾಜ್ xyxy=(30,1089,300,1111)
masthead xyxy=(14,6,931,70)
